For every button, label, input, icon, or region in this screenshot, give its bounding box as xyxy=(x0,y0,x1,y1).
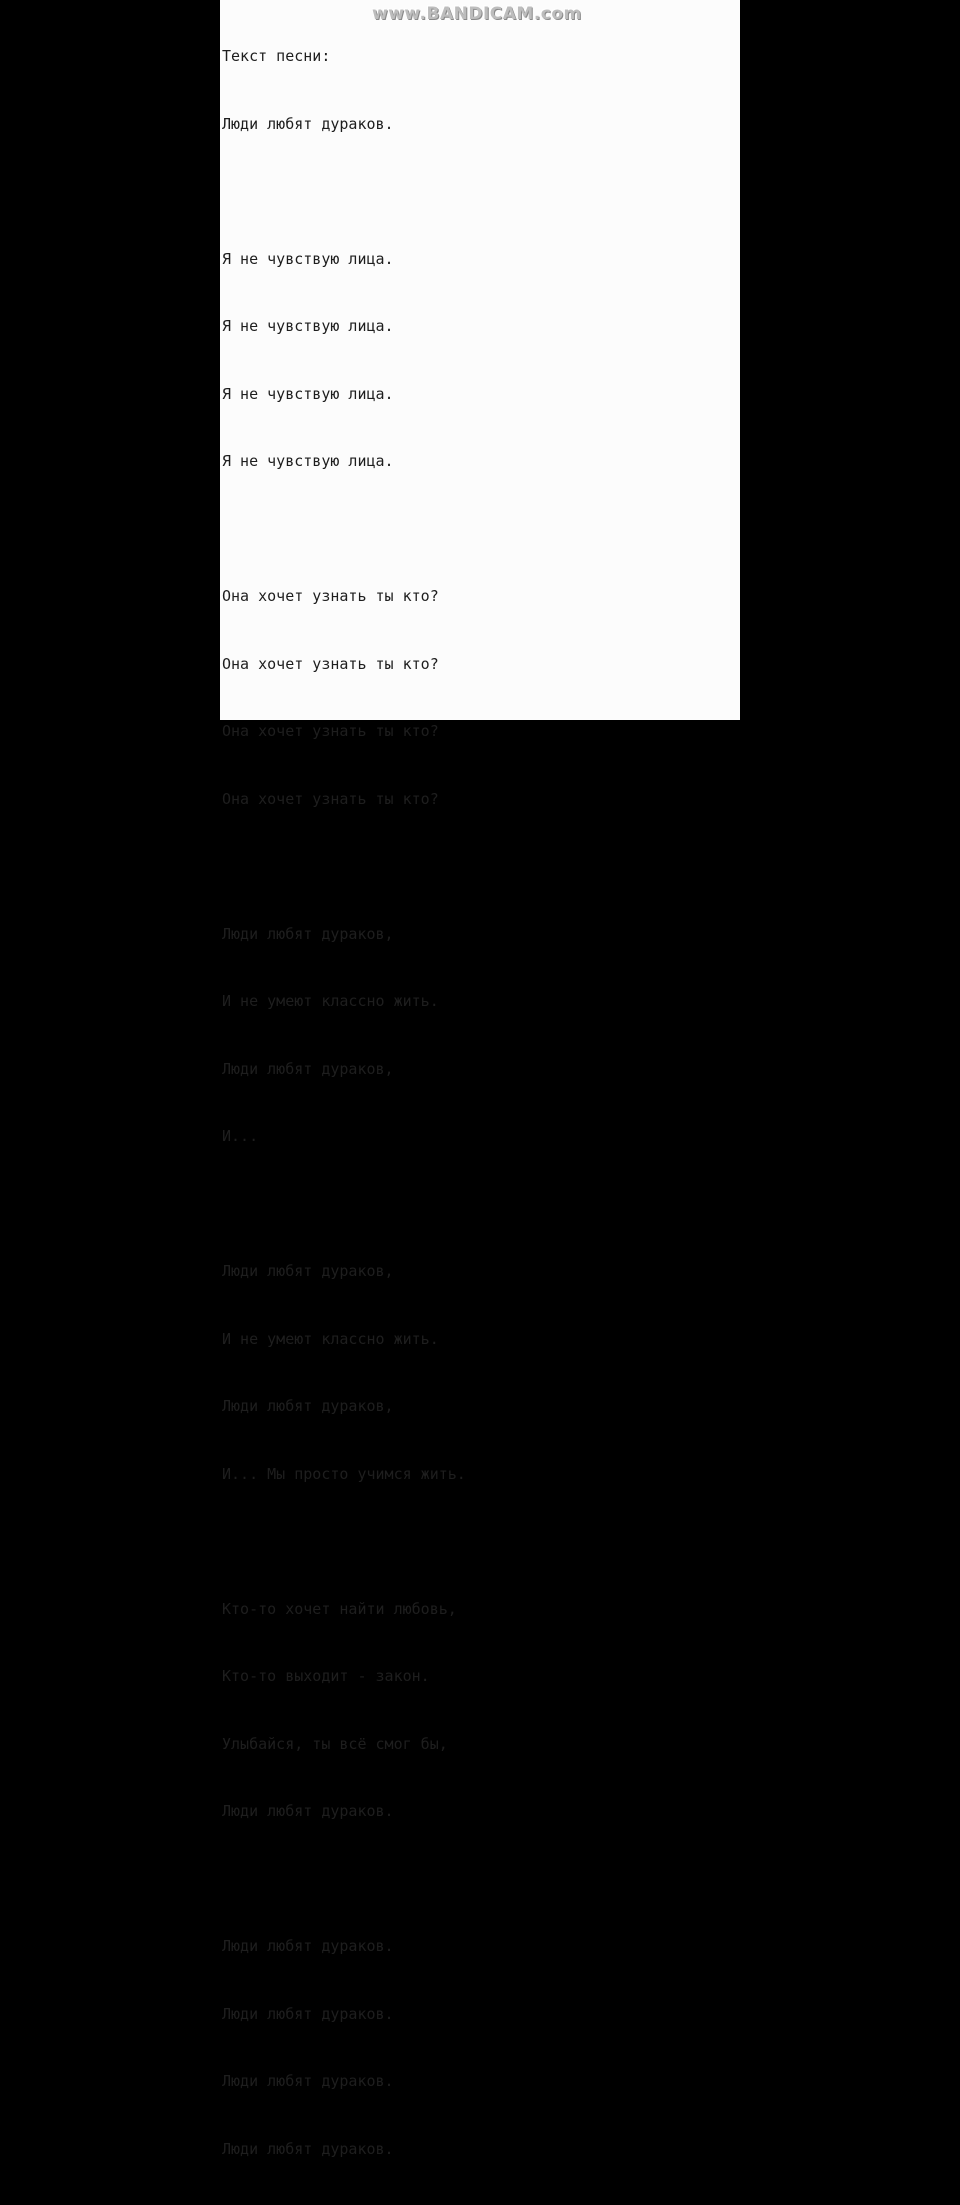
stanza-gap xyxy=(222,1530,466,1553)
lyric-line: Люди любят дураков. xyxy=(222,2004,394,2023)
lyric-line: И не умеют классно жить. xyxy=(222,992,439,1010)
lyric-line: Люди любят дураков. xyxy=(222,114,394,133)
lyric-line: Люди любят дураков, xyxy=(222,1262,394,1280)
lyric-line: Люди любят дураков, xyxy=(222,1397,394,1415)
lyric-line: И... Мы просто учимся жить. xyxy=(222,1464,466,1483)
lyric-line: Она хочет узнать ты кто? xyxy=(222,722,439,740)
lyric-line: Я не чувствую лица. xyxy=(222,249,394,268)
stanza-gap xyxy=(222,1193,466,1216)
lyric-line: Я не чувствую лица. xyxy=(222,317,394,335)
lyric-line: Кто-то хочет найти любовь, xyxy=(222,1599,457,1618)
lyric-line: Люди любят дураков, xyxy=(222,1059,394,1078)
lyric-line: Люди любят дураков. xyxy=(222,1802,394,1820)
lyrics-page xyxy=(220,0,740,2158)
stanza-gap xyxy=(222,180,466,203)
lyric-line: Люди любят дураков. xyxy=(222,2072,394,2090)
lyric-line: Люди любят дураков, xyxy=(222,924,394,943)
stanza-gap xyxy=(222,1868,466,1891)
lyric-line: Она хочет узнать ты кто? xyxy=(222,587,439,605)
lyrics-text xyxy=(222,0,466,2205)
lyric-line: Я не чувствую лица. xyxy=(222,452,394,470)
lyric-line: И не умеют классно жить. xyxy=(222,1329,439,1348)
lyric-line: Кто-то выходит - закон. xyxy=(222,1667,430,1685)
lyric-line: Она хочет узнать ты кто? xyxy=(222,654,439,673)
lyrics-header: Текст песни: xyxy=(222,47,331,65)
lyric-line: И... xyxy=(222,1127,259,1145)
lyric-line: Улыбайся, ты всё смог бы, xyxy=(222,1734,448,1753)
lyric-line: Люди любят дураков. xyxy=(222,2139,394,2158)
bandicam-watermark: www.BANDICAM.com xyxy=(372,4,582,24)
lyric-line: Она хочет узнать ты кто? xyxy=(222,789,439,808)
stanza-gap xyxy=(222,518,466,541)
lyric-line: Я не чувствую лица. xyxy=(222,384,394,403)
stanza-gap xyxy=(222,855,466,878)
lyric-line: Люди любят дураков. xyxy=(222,1937,394,1955)
